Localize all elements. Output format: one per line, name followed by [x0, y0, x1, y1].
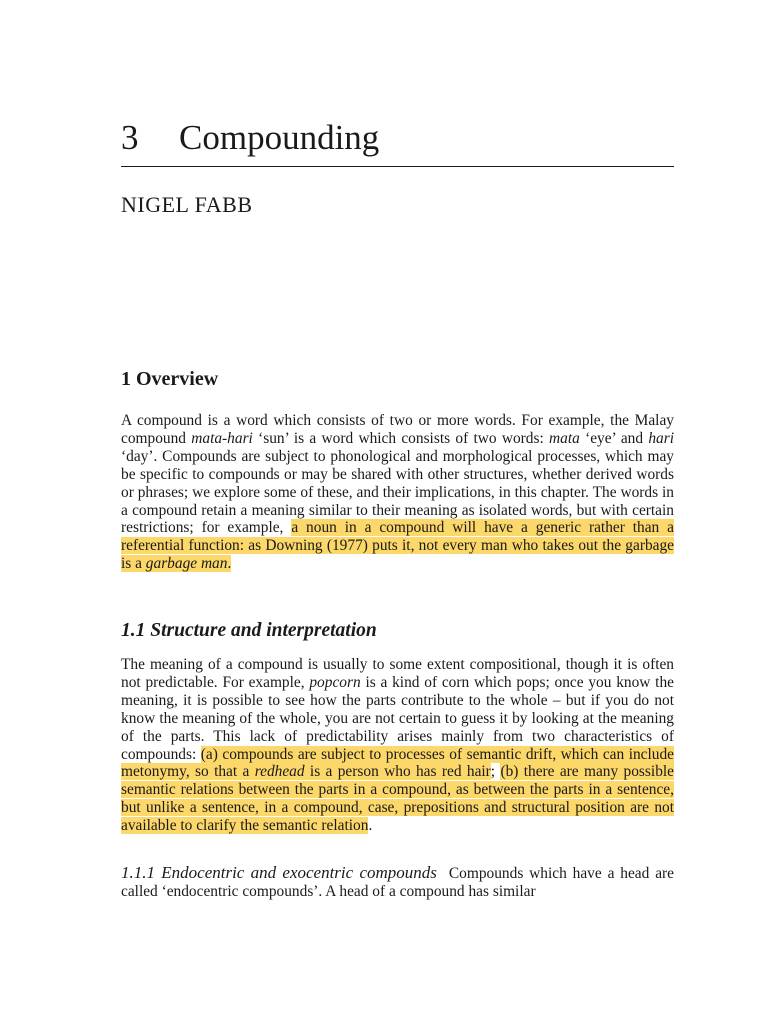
text-run-italic: mata — [549, 429, 580, 447]
highlighted-text: . — [227, 555, 232, 573]
text-run: Compounds which have a head are called ‘endocentric compounds’. A head of a compound has similar — [121, 865, 674, 900]
highlighted-text-italic: garbage man — [145, 555, 228, 573]
text-run: The meaning of a compound is usually to some extent compositional, though it is often not predictable. For example, — [121, 656, 674, 691]
text-run: ‘eye’ and — [579, 429, 649, 447]
highlighted-text-italic: redhead — [254, 763, 305, 781]
highlighted-text: (b) there are many possible semantic relations between the parts in a compound, as between the parts in a sentence, but unlike a sentence, in a compound, case, prepositions and structural position are not available to clarify the semantic relation — [121, 763, 674, 835]
text-run: A compound is a word which consists of two or more words. For example, the Malay compound — [121, 412, 674, 447]
title-rule — [121, 166, 674, 167]
text-run: ‘day’. Compounds are subject to phonological and morphological processes, which may be specific to compounds or may be shared with other structures, whether derived words or phrases; we explore some of these, and their implications, in this chapter. The words in a compound retain a meaning similar to their meaning as isolated words, but with certain restrictions; for example, — [121, 447, 674, 537]
paragraph-overview — [121, 412, 674, 573]
paragraph-structure — [121, 656, 674, 835]
highlighted-text: (a) compounds are subject to processes of semantic drift, which can include metonymy, so that a — [121, 745, 674, 781]
section-heading-overview: 1 Overview — [121, 368, 219, 390]
highlighted-text: a noun in a compound will have a generic rather than a referential function: as Downing (1977) puts it, not every man who takes out the garbage is a — [121, 519, 674, 573]
highlighted-text: is a person who has red hair — [304, 763, 491, 781]
text-run-italic: hari — [648, 429, 674, 447]
text-run-italic: mata-hari — [191, 429, 253, 447]
text-run: is a kind of corn which pops; once you know the meaning, it is possible to see how the parts contribute to the whole – but if you do not know the meaning of the whole, you are not certain to guess it by looking at the meaning of the parts. This lack of predictability arises mainly from two characteristics of compounds: — [121, 673, 674, 763]
text-run: ; — [490, 763, 501, 781]
chapter-title — [121, 112, 674, 164]
paragraph-endocentric — [121, 864, 674, 901]
author-name: NIGEL FABB — [121, 192, 253, 217]
text-run: . — [368, 817, 373, 835]
text-run: ‘sun’ is a word which consists of two words: — [252, 429, 550, 447]
subsubsection-heading: 1.1.1 Endocentric and exocentric compounds — [121, 863, 437, 882]
section-heading-structure: 1.1 Structure and interpretation — [121, 620, 377, 641]
chapter-number: 3 — [121, 118, 139, 157]
chapter-title-text: Compounding — [179, 118, 380, 157]
text-run-italic: popcorn — [309, 673, 361, 691]
